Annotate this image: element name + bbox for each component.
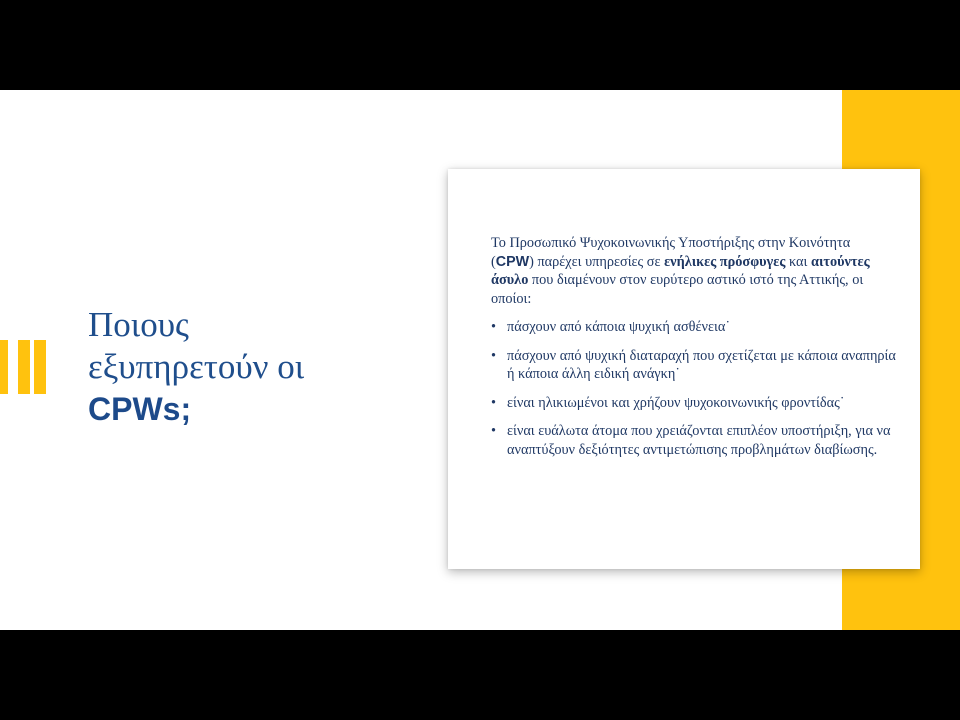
intro-text-3: και (785, 253, 811, 270)
slide (0, 90, 960, 630)
intro-bold-refugees: ενήλικες πρόσφυγες (664, 253, 786, 270)
title-line-1: Ποιους (88, 305, 189, 344)
title-line-2: εξυπηρετούν οι (88, 347, 305, 386)
bullet-item: • είναι ηλικιωμένοι και χρήζουν ψυχοκοινωνικής φροντίδας˙ (491, 394, 896, 413)
bullet-item: • πάσχουν από κάποια ψυχική ασθένεια˙ (491, 318, 896, 337)
title-line-3: CPWs; (88, 391, 192, 427)
intro-text-4: που διαμένουν στον ευρύτερο αστικό ιστό της Αττικής, οι οποίοι: (491, 272, 864, 307)
intro-text-2: ) παρέχει υπηρεσίες σε (529, 253, 665, 270)
intro-cpw: CPW (495, 253, 530, 270)
intro-paragraph (491, 234, 896, 308)
bullet-item: • είναι ευάλωτα άτομα που χρειάζονται επιπλέον υποστήριξη, για να αναπτύξουν δεξιότητες αντιμετώπισης προβλημάτων διαβίωσης. (491, 422, 896, 459)
bullet-list (491, 318, 896, 459)
card-text (491, 234, 896, 469)
accent-stripe (18, 340, 30, 394)
content-card (448, 169, 920, 569)
intro-text-1: Το Προσωπικό Ψυχοκοινωνικής Υποστήριξης στην Κοινότητα ( (491, 235, 851, 270)
slide-title (88, 304, 418, 430)
accent-stripe (34, 340, 46, 394)
intro-bold-asylum: αιτούντες άσυλο (491, 253, 870, 288)
bullet-item: • πάσχουν από ψυχική διαταραχή που σχετίζεται με κάποια αναπηρία ή κάποια άλλη ειδική ανάγκη˙ (491, 347, 896, 384)
accent-stripe (0, 340, 8, 394)
